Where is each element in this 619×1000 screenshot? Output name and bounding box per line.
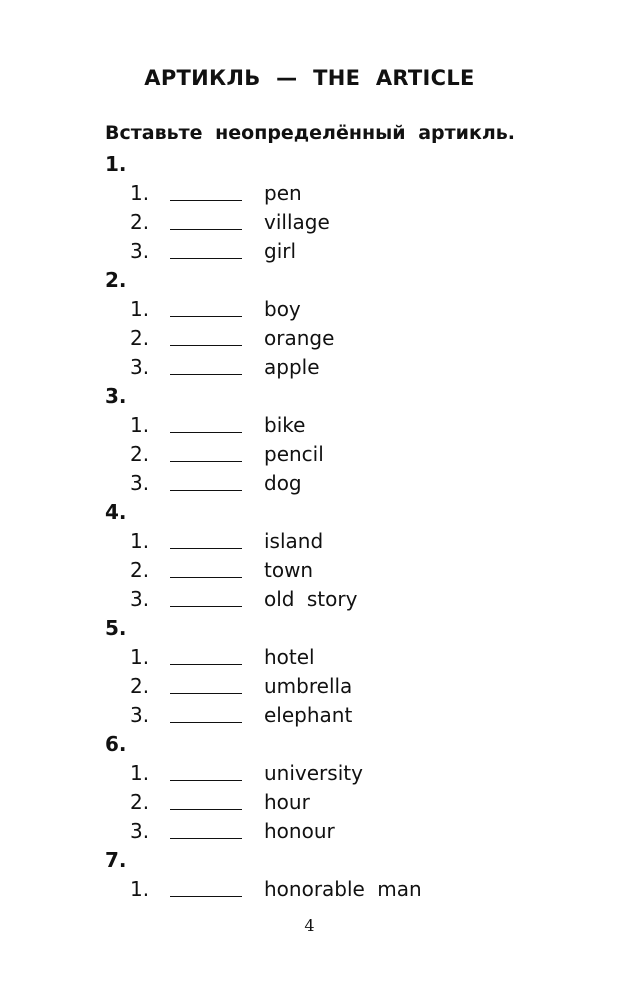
item-word: honour bbox=[264, 819, 335, 843]
answer-blank[interactable] bbox=[170, 606, 242, 607]
answer-blank[interactable] bbox=[170, 809, 242, 810]
exercise-group-number: 2. bbox=[105, 268, 127, 292]
exercise-item bbox=[0, 817, 619, 846]
item-word: hour bbox=[264, 790, 310, 814]
answer-blank[interactable] bbox=[170, 258, 242, 259]
answer-blank[interactable] bbox=[170, 461, 242, 462]
exercise-group-number: 3. bbox=[105, 384, 127, 408]
exercise-item bbox=[0, 672, 619, 701]
item-word: pencil bbox=[264, 442, 324, 466]
item-number: 3. bbox=[130, 819, 150, 843]
item-word: old story bbox=[264, 587, 358, 611]
page-title: АРТИКЛЬ — THE ARTICLE bbox=[144, 66, 475, 90]
answer-blank[interactable] bbox=[170, 200, 242, 201]
item-number: 3. bbox=[130, 587, 150, 611]
answer-blank[interactable] bbox=[170, 896, 242, 897]
item-word: dog bbox=[264, 471, 302, 495]
item-number: 2. bbox=[130, 210, 150, 234]
item-word: bike bbox=[264, 413, 306, 437]
exercise-item bbox=[0, 208, 619, 237]
item-word: apple bbox=[264, 355, 320, 379]
exercise-instruction: Вставьте неопределённый артикль. bbox=[105, 122, 515, 144]
answer-blank[interactable] bbox=[170, 432, 242, 433]
exercise-item bbox=[0, 469, 619, 498]
item-number: 1. bbox=[130, 761, 150, 785]
answer-blank[interactable] bbox=[170, 780, 242, 781]
item-word: orange bbox=[264, 326, 335, 350]
item-number: 1. bbox=[130, 181, 150, 205]
item-word: umbrella bbox=[264, 674, 353, 698]
item-word: girl bbox=[264, 239, 297, 263]
item-number: 2. bbox=[130, 790, 150, 814]
item-number: 2. bbox=[130, 442, 150, 466]
item-number: 2. bbox=[130, 326, 150, 350]
item-word: hotel bbox=[264, 645, 315, 669]
exercise-item bbox=[0, 324, 619, 353]
item-number: 3. bbox=[130, 471, 150, 495]
exercise-list bbox=[0, 150, 619, 904]
exercise-item bbox=[0, 440, 619, 469]
answer-blank[interactable] bbox=[170, 490, 242, 491]
item-word: village bbox=[264, 210, 330, 234]
exercise-item bbox=[0, 643, 619, 672]
answer-blank[interactable] bbox=[170, 664, 242, 665]
answer-blank[interactable] bbox=[170, 229, 242, 230]
item-word: university bbox=[264, 761, 363, 785]
exercise-item bbox=[0, 788, 619, 817]
exercise-item bbox=[0, 295, 619, 324]
item-number: 2. bbox=[130, 674, 150, 698]
exercise-item bbox=[0, 556, 619, 585]
item-number: 1. bbox=[130, 413, 150, 437]
item-word: island bbox=[264, 529, 324, 553]
exercise-item bbox=[0, 353, 619, 382]
item-word: town bbox=[264, 558, 314, 582]
item-word: elephant bbox=[264, 703, 353, 727]
exercise-group-number: 5. bbox=[105, 616, 127, 640]
exercise-item bbox=[0, 527, 619, 556]
item-word: boy bbox=[264, 297, 301, 321]
answer-blank[interactable] bbox=[170, 693, 242, 694]
answer-blank[interactable] bbox=[170, 316, 242, 317]
answer-blank[interactable] bbox=[170, 374, 242, 375]
exercise-group-number: 6. bbox=[105, 732, 127, 756]
item-word: pen bbox=[264, 181, 302, 205]
item-word: honorable man bbox=[264, 877, 422, 901]
item-number: 3. bbox=[130, 355, 150, 379]
item-number: 1. bbox=[130, 877, 150, 901]
answer-blank[interactable] bbox=[170, 577, 242, 578]
item-number: 3. bbox=[130, 703, 150, 727]
answer-blank[interactable] bbox=[170, 838, 242, 839]
exercise-group-number: 1. bbox=[105, 152, 127, 176]
answer-blank[interactable] bbox=[170, 345, 242, 346]
exercise-group-number: 7. bbox=[105, 848, 127, 872]
exercise-item bbox=[0, 411, 619, 440]
item-number: 1. bbox=[130, 529, 150, 553]
item-number: 1. bbox=[130, 645, 150, 669]
exercise-item bbox=[0, 179, 619, 208]
exercise-item bbox=[0, 875, 619, 904]
item-number: 2. bbox=[130, 558, 150, 582]
item-number: 1. bbox=[130, 297, 150, 321]
answer-blank[interactable] bbox=[170, 722, 242, 723]
page-number: 4 bbox=[304, 916, 315, 935]
answer-blank[interactable] bbox=[170, 548, 242, 549]
exercise-item bbox=[0, 237, 619, 266]
item-number: 3. bbox=[130, 239, 150, 263]
exercise-group-number: 4. bbox=[105, 500, 127, 524]
exercise-item bbox=[0, 701, 619, 730]
exercise-item bbox=[0, 585, 619, 614]
exercise-item bbox=[0, 759, 619, 788]
